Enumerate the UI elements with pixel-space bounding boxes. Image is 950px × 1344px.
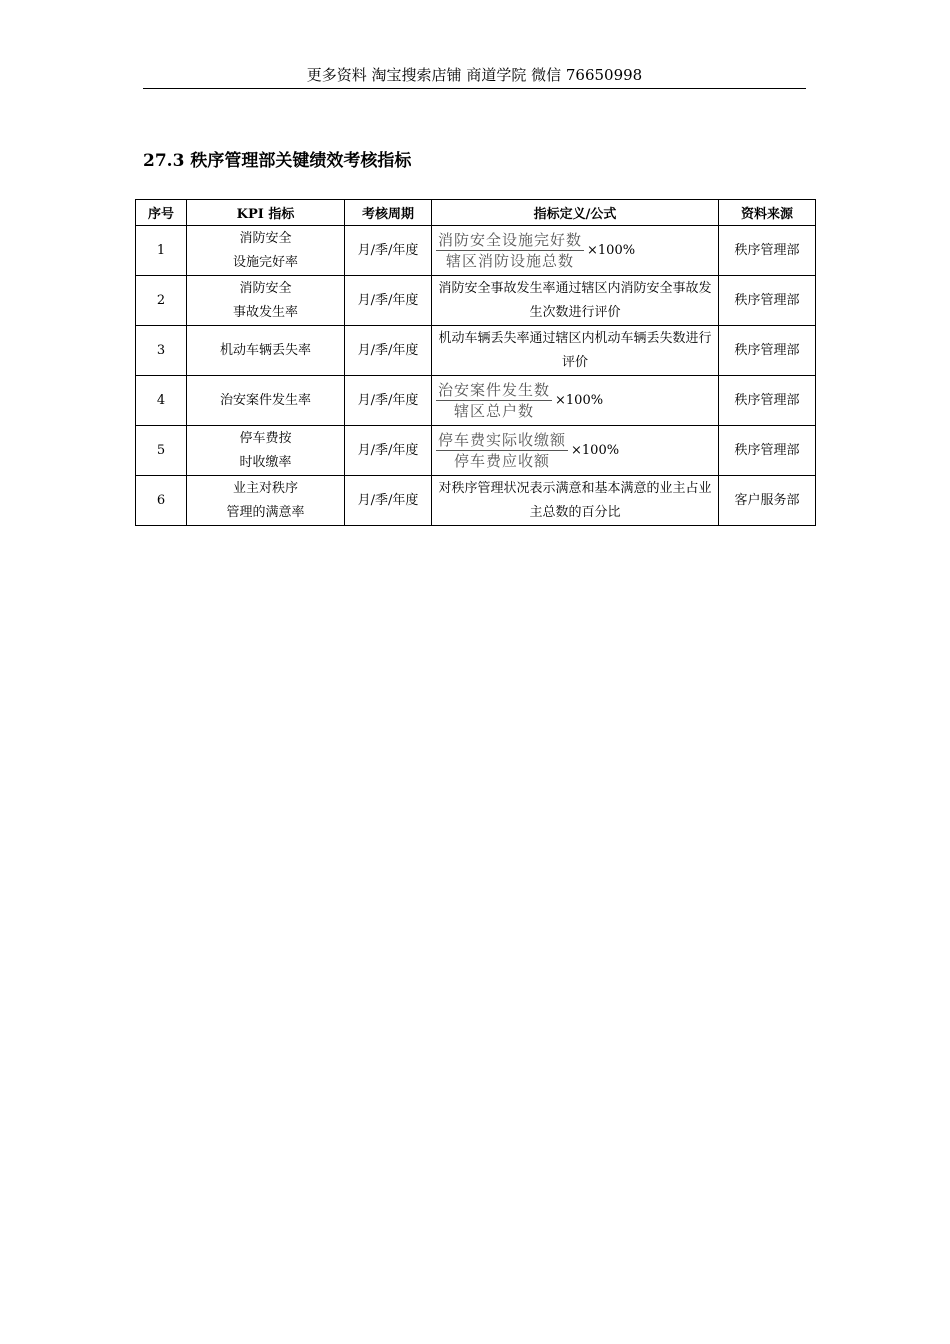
kpi-name-line: 停车费按: [239, 430, 292, 446]
row-number: 6: [136, 476, 187, 526]
table-row: [136, 426, 816, 476]
fraction: [436, 230, 584, 271]
kpi-name-line: 设施完好率: [232, 254, 298, 270]
kpi-name: [187, 426, 345, 476]
denominator: 停车费应收额: [454, 452, 551, 470]
row-number: 1: [136, 226, 187, 276]
kpi-name-line: 事故发生率: [232, 304, 298, 320]
assessment-period: 月/季/年度: [345, 476, 432, 526]
denominator: 辖区总户数: [454, 402, 535, 420]
definition-text: 机动车辆丢失率通过辖区内机动车辆丢失数进行评价: [432, 326, 719, 376]
assessment-period: 月/季/年度: [345, 426, 432, 476]
assessment-period: 月/季/年度: [345, 276, 432, 326]
data-source: 秩序管理部: [719, 326, 816, 376]
row-number: 2: [136, 276, 187, 326]
data-source: 秩序管理部: [719, 276, 816, 326]
header-no: 序号: [136, 200, 187, 226]
definition-formula: [432, 226, 719, 276]
kpi-name-line: 机动车辆丢失率: [219, 342, 311, 358]
numerator: 停车费实际收缴额: [438, 431, 567, 449]
section-title: 27.3 秩序管理部关键绩效考核指标: [143, 151, 412, 171]
assessment-period: 月/季/年度: [345, 326, 432, 376]
denominator: 辖区消防设施总数: [446, 252, 575, 270]
percent-suffix: ×100%: [555, 392, 604, 408]
kpi-table: [135, 199, 816, 526]
header-definition: 指标定义/公式: [432, 200, 719, 226]
kpi-name-line: 消防安全: [239, 280, 292, 296]
data-source: 秩序管理部: [719, 226, 816, 276]
definition-text: 消防安全事故发生率通过辖区内消防安全事故发生次数进行评价: [432, 276, 719, 326]
definition-formula: [432, 426, 719, 476]
kpi-name-line: 治安案件发生率: [219, 392, 311, 408]
percent-suffix: ×100%: [587, 242, 636, 258]
table-row: [136, 276, 816, 326]
row-number: 5: [136, 426, 187, 476]
assessment-period: 月/季/年度: [345, 376, 432, 426]
definition-formula: [432, 376, 719, 426]
data-source: 客户服务部: [719, 476, 816, 526]
table-row: [136, 226, 816, 276]
assessment-period: 月/季/年度: [345, 226, 432, 276]
kpi-name-line: 时收缴率: [239, 454, 292, 470]
header-kpi: KPI 指标: [187, 200, 345, 226]
kpi-name: [187, 226, 345, 276]
percent-suffix: ×100%: [571, 442, 620, 458]
table-row: [136, 476, 816, 526]
fraction: [436, 430, 568, 471]
kpi-name: [187, 476, 345, 526]
header-period: 考核周期: [345, 200, 432, 226]
page-header: 更多资料 淘宝搜索店铺 商道学院 微信 76650998: [143, 64, 806, 89]
row-number: 4: [136, 376, 187, 426]
row-number: 3: [136, 326, 187, 376]
data-source: 秩序管理部: [719, 426, 816, 476]
fraction: [436, 380, 552, 421]
table-row: [136, 376, 816, 426]
numerator: 消防安全设施完好数: [438, 231, 583, 249]
kpi-name: [187, 376, 345, 426]
kpi-name-line: 业主对秩序: [232, 480, 298, 496]
kpi-name: [187, 326, 345, 376]
definition-text: 对秩序管理状况表示满意和基本满意的业主占业主总数的百分比: [432, 476, 719, 526]
kpi-name: [187, 276, 345, 326]
kpi-name-line: 管理的满意率: [226, 504, 305, 520]
table-row: [136, 326, 816, 376]
data-source: 秩序管理部: [719, 376, 816, 426]
numerator: 治安案件发生数: [438, 381, 551, 399]
table-header-row: [136, 200, 816, 226]
header-source: 资料来源: [719, 200, 816, 226]
kpi-name-line: 消防安全: [239, 230, 292, 246]
